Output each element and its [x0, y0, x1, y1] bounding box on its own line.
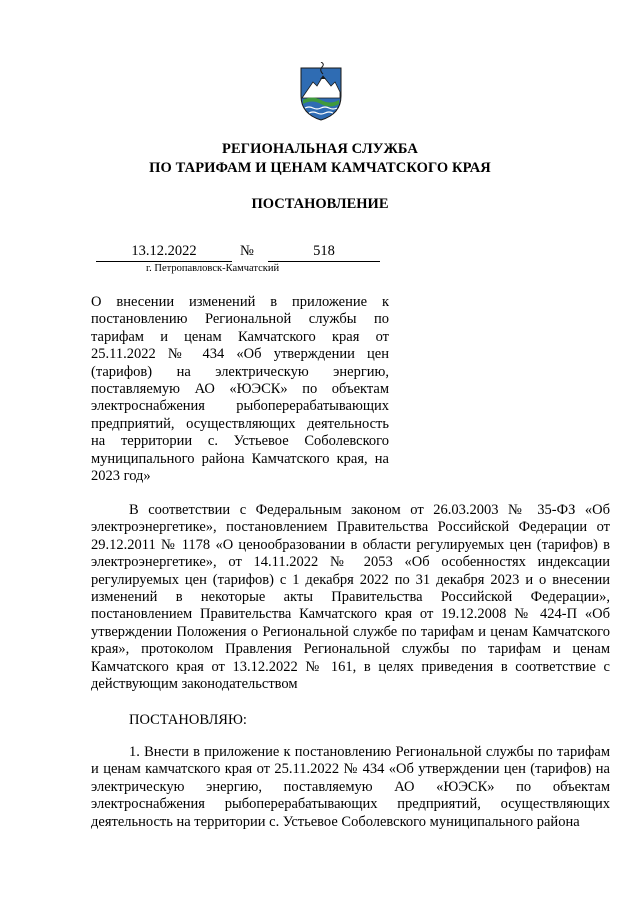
org-name-line1: РЕГИОНАЛЬНАЯ СЛУЖБА [222, 141, 418, 157]
document-date: 13.12.2022 [96, 243, 232, 262]
preamble-paragraph: В соответствии с Федеральным законом от 26.03.2003 № 35-ФЗ «Об электроэнергетике», постановлением Правительства Российской Федерации от 29.12.2011 № 1178 «О ценообразовании в области регулируемых цен (тарифов) в электроэнергетике», от 14.11.2022 № 2053 «Об особенностях индексации регулируемых цен (тарифов) с 1 декабря 2022 по 31 декабря 2023 и о внесении изменений в некоторые акты Правительства Российской Федерации», постановлением Правительства Камчатского края от 19.12.2008 № 424-П «Об утверждении Положения о Региональной службе по тарифам и ценам Камчатского края», протоколом Правления Региональной службы по тарифам и ценам Камчатского края от 13.12.2022 № 161, в целях приведения в соответствие с действующим законодательством [91, 502, 610, 693]
city-label: г. Петропавловск-Камчатский [146, 263, 280, 274]
decree-word: ПОСТАНОВЛЯЮ: [129, 712, 247, 728]
date-number-line [96, 243, 380, 261]
item-1-paragraph: 1. Внести в приложение к постановлению Региональной службы по тарифам и ценам камчатского края от 25.11.2022 № 434 «Об утверждении цен (тарифов) на электрическую энергию, поставляемую АО «ЮЭСК» по объектам электроснабжения рыбоперерабатывающих предприятий, осуществляющих деятельность на территории с. Устьевое Соболевского муниципального района [91, 744, 610, 830]
document-subject: О внесении изменений в приложение к постановлению Региональной службы по тарифам и ценам Камчатского края от 25.11.2022 № 434 «Об утверждении цен (тарифов) на электрическую энергию, поставляемую АО «ЮЭСК» по объектам электроснабжения рыбоперерабатывающих предприятий, осуществляющих деятельность на территории с. Устьевое Соболевского муниципального района Камчатского края, на 2023 год» [91, 294, 389, 485]
document-number: 518 [268, 243, 380, 262]
document-type-title: ПОСТАНОВЛЕНИЕ [251, 196, 389, 212]
coat-of-arms-icon [297, 62, 345, 122]
org-name-line2: ПО ТАРИФАМ И ЦЕНАМ КАМЧАТСКОГО КРАЯ [149, 160, 491, 176]
number-sign: № [240, 243, 254, 259]
